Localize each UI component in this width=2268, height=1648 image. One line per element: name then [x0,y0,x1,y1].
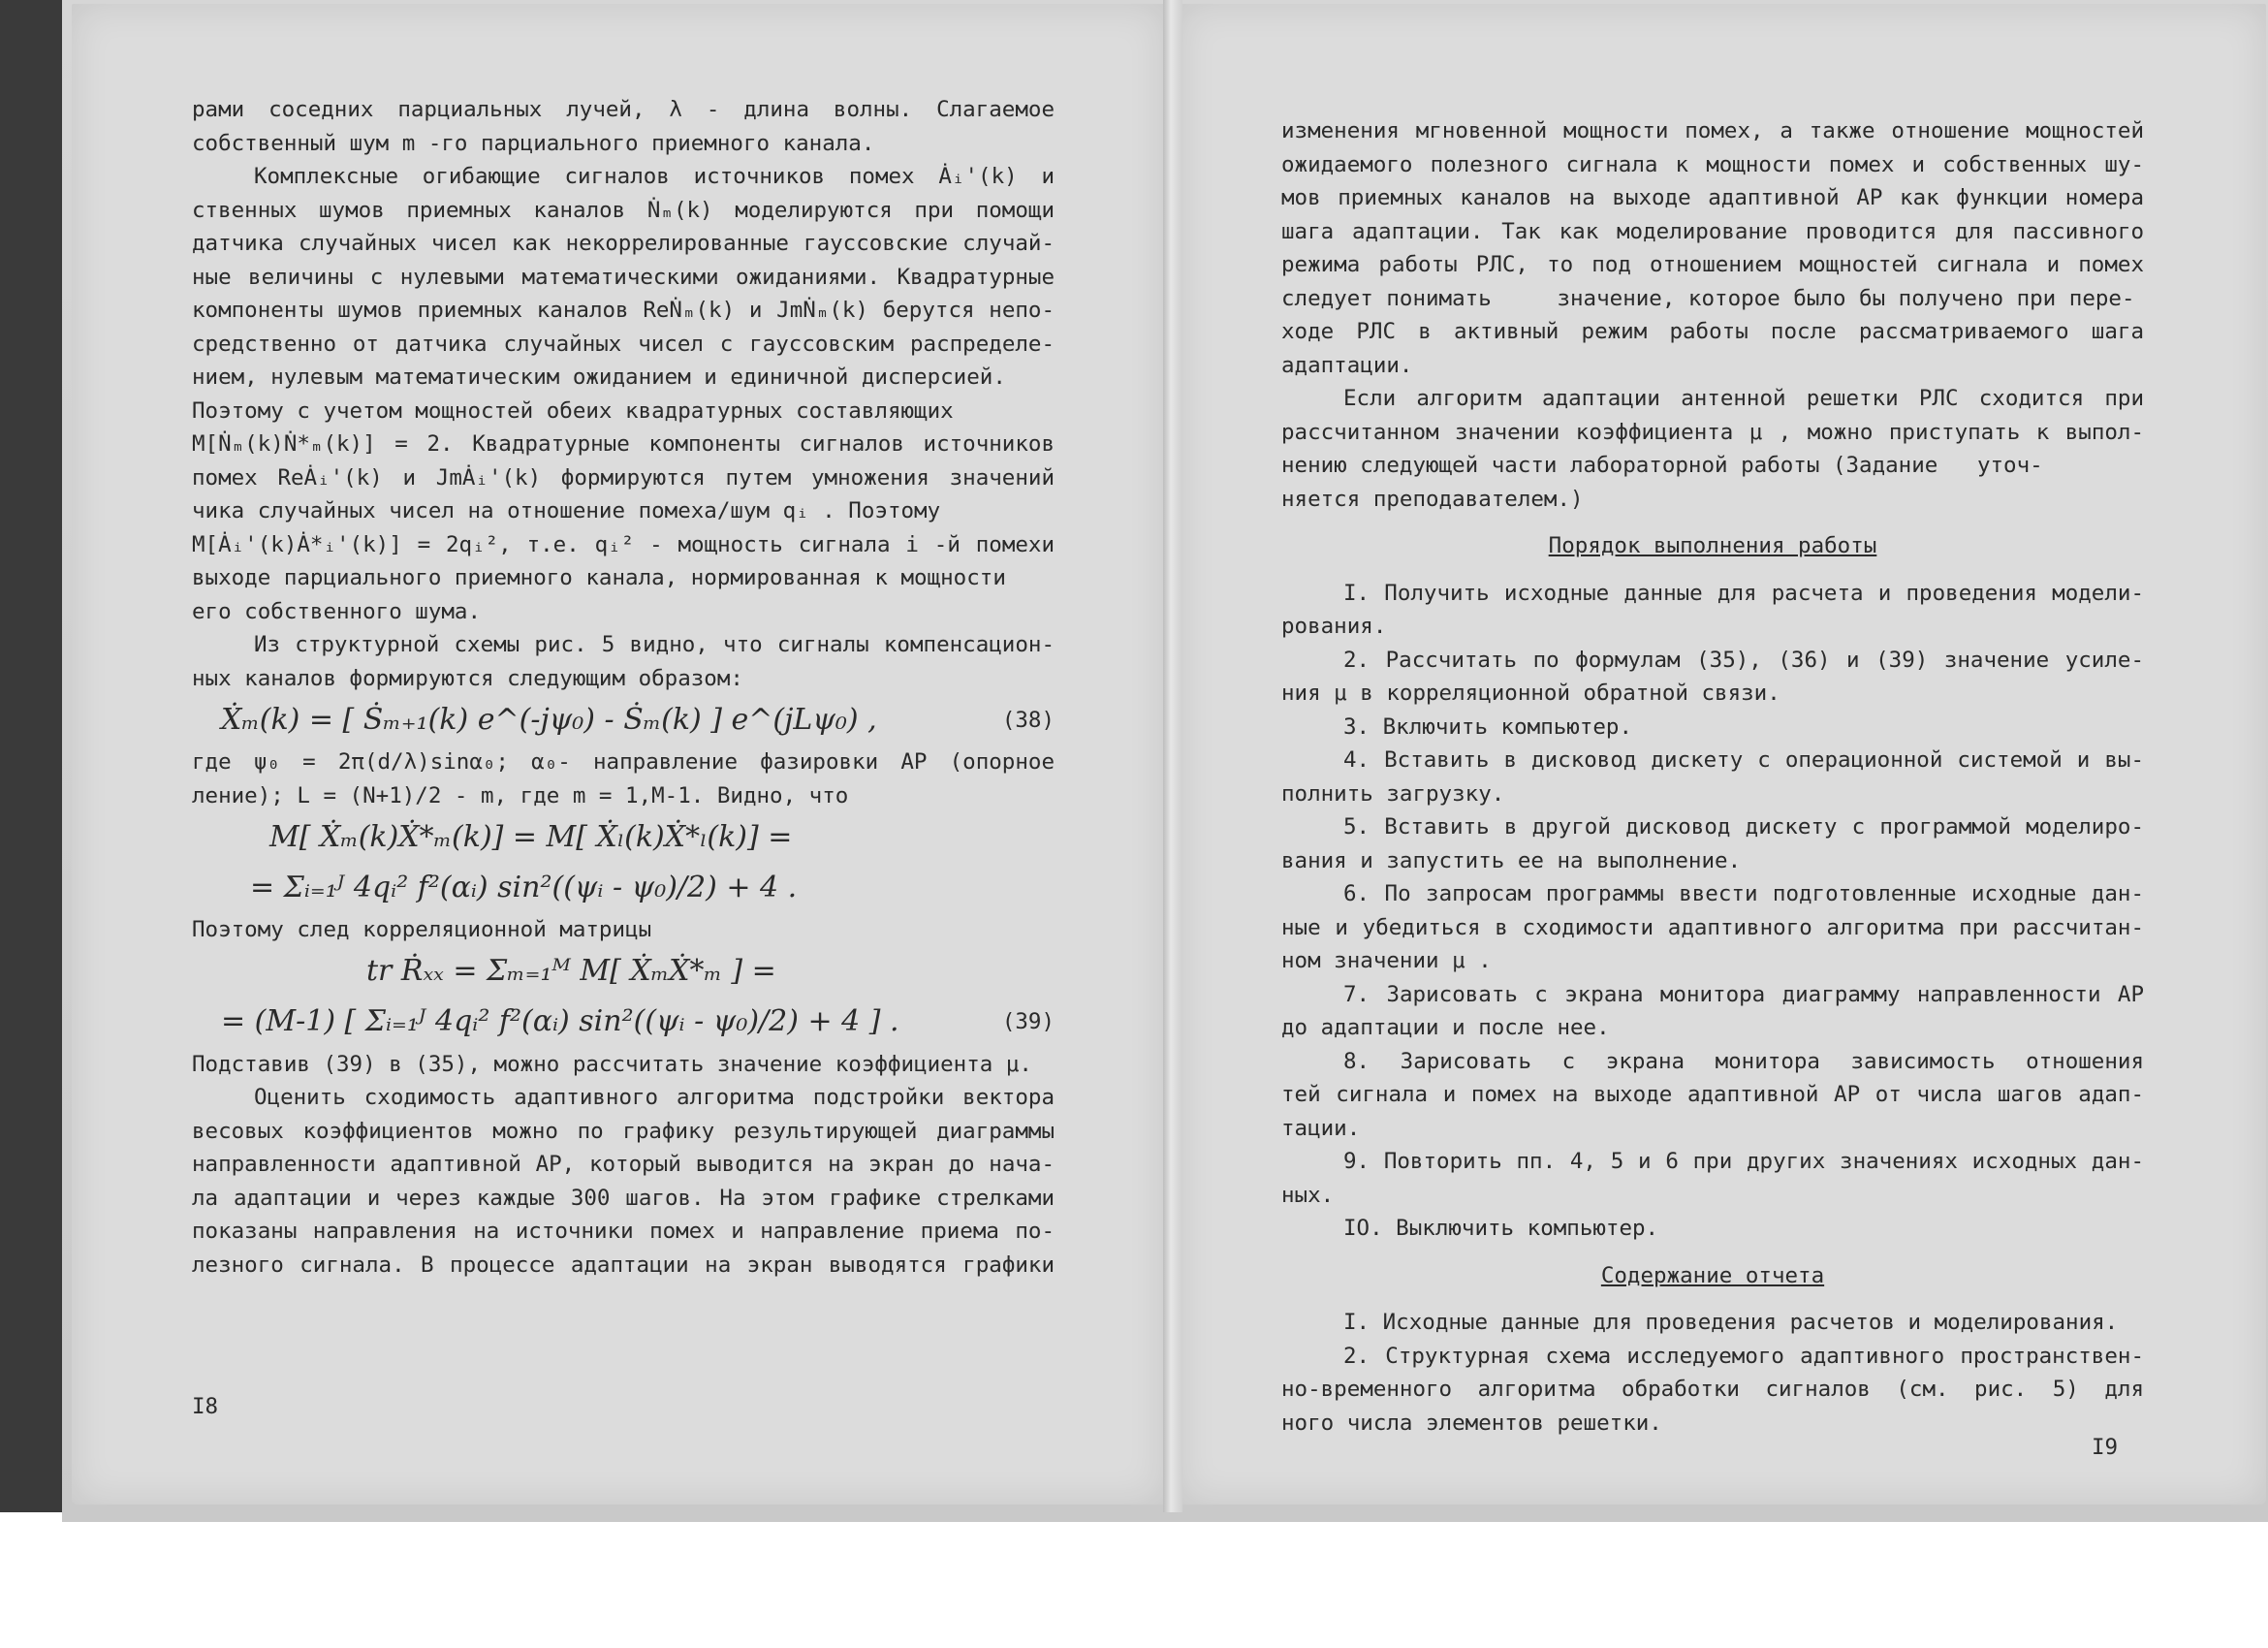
equation-38-formula: Ẋₘ(k) = [ Ṡₘ₊₁(k) e^(-jψ₀) - Ṡₘ(k) ] e^(jLψ₀) , [221,702,877,737]
text-line: M[Ṅₘ(k)Ṅ*ₘ(k)] = 2. Квадратурные компоненты сигналов источников [192,431,1055,457]
scan-edge [0,0,70,1512]
equation-39a-formula: tr Ṙₓₓ = Σₘ₌₁ᴹ M[ ẊₘẊ*ₘ ] = [366,954,776,989]
equation-38-number: (38) [1001,707,1055,733]
text-line: компоненты шумов приемных каналов ReṄₘ(k) и JmṄₘ(k) берутся непо- [192,298,1055,323]
section-heading-report: Содержание отчета [1600,1262,1825,1288]
right-paragraphs-1 [1281,114,2144,516]
report-contents [1281,1306,2144,1440]
text-line: ходе РЛС в активный режим работы после рассматриваемого шага [1281,319,2144,344]
text-line: 2. Рассчитать по формулам (35), (36) и (39) значение усиле- [1343,647,2144,673]
text-line: весовых коэффициентов можно по графику результирующей диаграммы [192,1118,1055,1144]
text-line: няется преподавателем.) [1281,486,1584,512]
text-line: средственно от датчика случайных чисел с гауссовским распределе- [192,331,1055,357]
text-line: M[Ȧᵢ'(k)Ȧ*ᵢ'(k)] = 2qᵢ², т.е. qᵢ² - мощность сигнала i -й помехи [192,531,1055,557]
equation-38 [192,695,1055,745]
text-line: 5. Вставить в другой дисковод дискету с программой моделиро- [1343,814,2144,840]
text-line: вания и запустить ее на выполнение. [1281,847,1742,873]
text-line: полнить загрузку. [1281,780,1505,807]
text-line: Из структурной схемы рис. 5 видно, что сигналы компенсацион- [254,632,1055,657]
text-line: 7. Зарисовать с экрана монитора диаграмму направленности АР [1343,981,2144,1007]
section-heading-procedure: Порядок выполнения работы [1548,533,1877,558]
text-line: ные и убедиться в сходимости адаптивного алгоритма при рассчитан- [1281,914,2144,940]
text-line: тации. [1281,1115,1361,1141]
text-line: Подставив (39) в (35), можно рассчитать значение коэффициента μ. [192,1051,1032,1077]
text-line: IO. Выключить компьютер. [1343,1216,1659,1241]
text-line: 6. По запросам программы ввести подготовленные исходные дан- [1343,881,2144,906]
text-line: шага адаптации. Так как моделирование проводится для пассивного [1281,218,2144,244]
text-line: показаны направления на источники помех и направление приема по- [192,1219,1055,1244]
left-text-column [192,93,1055,1282]
text-line: рования. [1281,614,1387,639]
text-line: мов приемных каналов на выходе адаптивной АР как функции номера [1281,185,2144,210]
equation-39 [192,998,1055,1048]
text-line: 2. Структурная схема исследуемого адаптивного пространствен- [1343,1343,2144,1369]
text-line: I. Получить исходные данные для расчета и проведения модели- [1343,580,2144,606]
text-line: ния μ в корреляционной обратной связи. [1281,681,1780,706]
text-line: чика случайных чисел на отношение помеха/шум qᵢ . Поэтому [192,498,941,523]
right-text-column [1281,114,2144,1440]
text-line: 8. Зарисовать с экрана монитора зависимость отношения [1343,1048,2144,1074]
text-line: следует понимать значение, которое было бы получено при пере- [1281,285,2135,311]
equation-mid-2 [192,863,1055,913]
text-line: его собственного шума. [192,598,482,624]
text-line: рассчитанном значении коэффициента μ , можно приступать к выпол- [1281,419,2144,445]
text-line: I. Исходные данные для проведения расчетов и моделирования. [1343,1310,2119,1335]
text-line: до адаптации и после нее. [1281,1015,1610,1040]
text-line: Оценить сходимость адаптивного алгоритма подстройки вектора [254,1085,1055,1110]
text-line: выходе парциального приемного канала, нормированная к мощности [192,565,1006,590]
equation-39-number: (39) [1001,1009,1055,1035]
text-line: ном значении μ . [1281,948,1492,973]
text-line: датчика случайных чисел как некоррелированные гауссовские случай- [192,231,1055,256]
text-line: 9. Повторить пп. 4, 5 и 6 при других значениях исходных дан- [1343,1149,2144,1174]
right-page-number: I9 [2092,1435,2119,1460]
trace-intro-line: Поэтому след корреляционной матрицы [192,917,652,942]
book-gutter [1163,0,1182,1512]
equation-mid-1-formula: M[ Ẋₘ(k)Ẋ*ₘ(k)] = M[ Ẋₗ(k)Ẋ*ₗ(k)] = [269,819,793,854]
text-line: рами соседних парциальных лучей, λ - длина волны. Слагаемое [192,97,1055,122]
procedure-steps [1281,577,2144,1246]
text-line: 3. Включить компьютер. [1343,713,1633,740]
left-paragraphs-1 [192,93,1055,695]
equation-39-formula: = (M-1) [ Σᵢ₌₁ᴶ 4qᵢ² f²(αᵢ) sin²((ψᵢ - ψ₀)/2) + 4 ] . [221,1004,899,1039]
text-line: ление); L = (N+1)/2 - m, где m = 1,M-1. Видно, что [192,782,849,808]
text-line: ственных шумов приемных каналов Ṅₘ(k) моделируются при помощи [192,197,1055,223]
text-line: изменения мгновенной мощности помех, а также отношение мощностей [1281,118,2144,143]
text-line: 4. Вставить в дисковод дискету с операционной системой и вы- [1343,747,2144,773]
text-line: Комплексные огибающие сигналов источников помех Ȧᵢ'(k) и [254,164,1055,189]
text-line: ных. [1281,1182,1335,1208]
text-line: направленности адаптивной АР, который выводится на экран до нача- [192,1152,1055,1177]
text-line: собственный шум m -го парциального приемного канала. [192,130,875,156]
text-line: но-временного алгоритма обработки сигналов (см. рис. 5) для [1281,1377,2144,1402]
equation-mid-2-formula: = Σᵢ₌₁ᴶ 4qᵢ² f²(αᵢ) sin²((ψᵢ - ψ₀)/2) + 4 . [250,870,798,904]
text-line: где ψ₀ = 2π(d/λ)sinα₀; α₀- направление фазировки АР (опорное [192,749,1055,775]
text-line: лезного сигнала. В процессе адаптации на экран выводятся графики [192,1252,1055,1278]
equation-mid-1 [192,812,1055,863]
text-line: режима работы РЛС, то под отношением мощностей сигнала и помех [1281,252,2144,277]
text-line: ожидаемого полезного сигнала к мощности помех и собственных шу- [1281,151,2144,177]
text-line: Если алгоритм адаптации антенной решетки РЛС сходится при [1343,386,2144,411]
left-paragraphs-2 [192,745,1055,812]
equation-39a [192,947,1055,998]
text-line: помех ReȦᵢ'(k) и JmȦᵢ'(k) формируются путем умножения значений [192,464,1055,491]
text-line: нием, нулевым математическим ожиданием и единичной дисперсией. [192,364,1006,390]
text-line: ные величины с нулевыми математическими ожиданиями. Квадратурные [192,264,1055,290]
text-line: Поэтому с учетом мощностей обеих квадратурных составляющих [192,397,954,424]
left-paragraphs-3 [192,1048,1055,1283]
text-line: адаптации. [1281,352,1413,378]
text-line: ных каналов формируются следующим образом: [192,665,743,691]
text-line: тей сигнала и помех на выходе адаптивной АР от числа шагов адап- [1281,1082,2144,1107]
text-line: ного числа элементов решетки. [1281,1410,1662,1436]
text-line: ла адаптации и через каждые 300 шагов. На этом графике стрелками [192,1185,1055,1211]
text-line: нению следующей части лабораторной работы (Задание уточ- [1281,453,2043,478]
left-page-number: I8 [192,1394,219,1419]
